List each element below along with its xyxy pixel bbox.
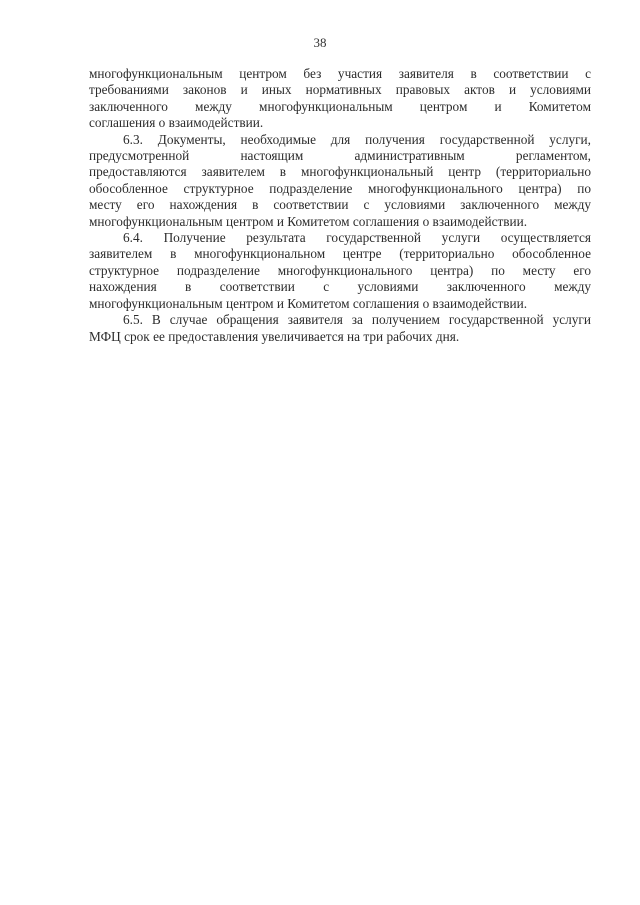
text-line: предоставляются заявителем в многофункциональный центр (территориально <box>89 164 591 180</box>
text-line: 6.3. Документы, необходимые для получения государственной услуги, <box>123 131 591 147</box>
text-line: многофункциональным центром и Комитетом соглашения о взаимодействии. <box>89 295 528 311</box>
document-body <box>89 66 591 345</box>
text-line: обособленное структурное подразделение многофункционального центра) по <box>89 180 591 196</box>
text-line: 6.5. В случае обращения заявителя за получением государственной услуги <box>123 312 591 328</box>
text-line: нахождения в соответствии с условиями заключенного между <box>89 279 591 295</box>
text-line: 6.4. Получение результата государственной услуги осуществляется <box>123 230 591 246</box>
text-line: соглашения о взаимодействии. <box>89 115 264 131</box>
text-line: предусмотренной настоящим административным регламентом, <box>89 148 591 164</box>
text-line: заключенного между многофункциональным центром и Комитетом <box>89 98 591 114</box>
text-line: месту его нахождения в соответствии с условиями заключенного между <box>89 197 591 213</box>
text-line: требованиями законов и иных нормативных правовых актов и условиями <box>89 82 591 98</box>
text-line: многофункциональным центром и Комитетом соглашения о взаимодействии. <box>89 213 528 229</box>
text-line: структурное подразделение многофункционального центра) по месту его <box>89 262 591 278</box>
text-line: МФЦ срок ее предоставления увеличивается на три рабочих дня. <box>89 328 460 344</box>
text-line: заявителем в многофункциональном центре (территориально обособленное <box>89 246 591 262</box>
text-line: многофункциональным центром без участия заявителя в соответствии с <box>89 66 591 81</box>
page-number: 38 <box>313 35 327 50</box>
